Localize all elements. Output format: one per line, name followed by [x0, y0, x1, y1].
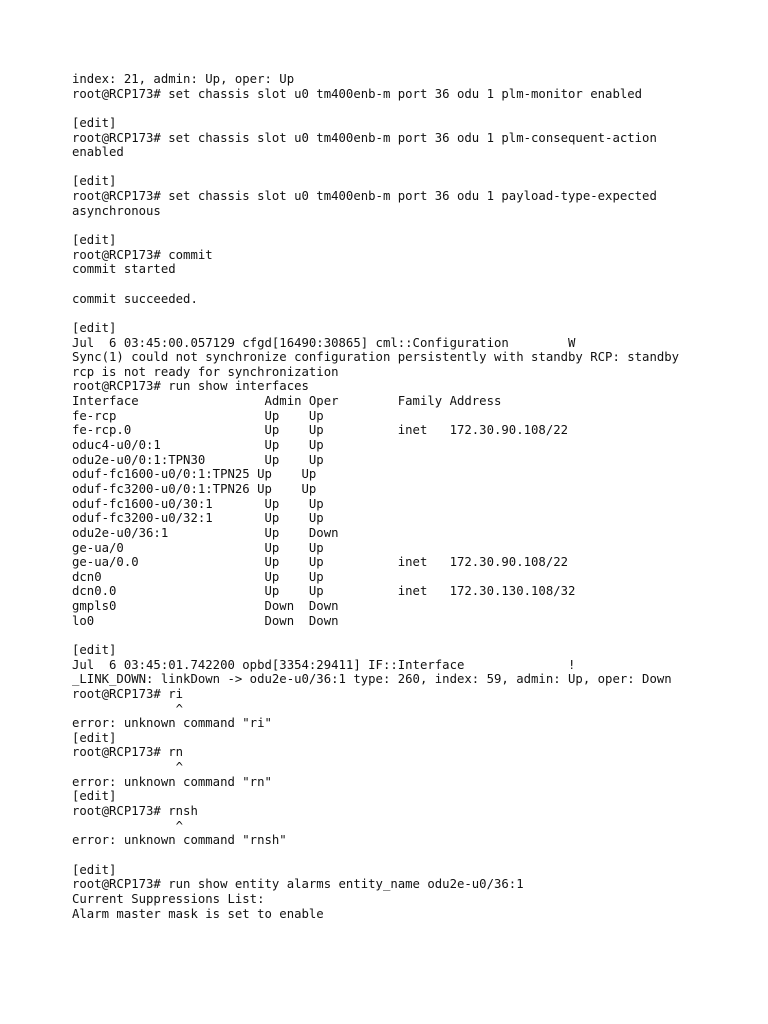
terminal-line: root@RCP173# set chassis slot u0 tm400enb-m port 36 odu 1 plm-consequent-action — [72, 130, 657, 145]
terminal-line: [edit] — [72, 233, 117, 248]
terminal-line: root@RCP173# run show interfaces — [72, 379, 309, 394]
terminal-line: ^ — [72, 818, 184, 833]
terminal-line — [72, 277, 752, 292]
terminal-line: root@RCP173# run show entity alarms entity_name odu2e-u0/36:1 — [72, 877, 524, 892]
terminal-line: Jul 6 03:45:01.742200 opbd[3354:29411] IF::Interface ! — [72, 657, 576, 672]
terminal-line: ge-ua/0.0 Up Up inet 172.30.90.108/22 — [72, 555, 569, 570]
terminal-line: ge-ua/0 Up Up — [72, 540, 324, 555]
terminal-line: error: unknown command "ri" — [72, 716, 272, 731]
terminal-line: fe-rcp Up Up — [72, 408, 324, 423]
terminal-line: error: unknown command "rn" — [72, 774, 272, 789]
terminal-line — [72, 218, 752, 233]
terminal-line: oduc4-u0/0:1 Up Up — [72, 438, 324, 453]
terminal-line: oduf-fc1600-u0/0:1:TPN25 Up Up — [72, 467, 317, 482]
terminal-line: lo0 Down Down — [72, 613, 339, 628]
terminal-line — [72, 628, 752, 643]
terminal-line: Current Suppressions List: — [72, 891, 265, 906]
terminal-line: rcp is not ready for synchronization — [72, 364, 339, 379]
terminal-line: [edit] — [72, 642, 117, 657]
terminal-line: index: 21, admin: Up, oper: Up — [72, 72, 295, 86]
terminal-line: commit succeeded. — [72, 291, 198, 306]
terminal-line — [72, 848, 752, 863]
terminal-output — [72, 72, 752, 921]
terminal-line: odu2e-u0/0:1:TPN30 Up Up — [72, 452, 324, 467]
terminal-line: [edit] — [72, 115, 117, 130]
terminal-line: dcn0.0 Up Up inet 172.30.130.108/32 — [72, 584, 576, 599]
terminal-line: Alarm master mask is set to enable — [72, 906, 324, 921]
terminal-line: [edit] — [72, 174, 117, 189]
terminal-line: oduf-fc3200-u0/0:1:TPN26 Up Up — [72, 481, 317, 496]
terminal-line: odu2e-u0/36:1 Up Down — [72, 525, 339, 540]
terminal-line — [72, 160, 752, 175]
terminal-line: ^ — [72, 701, 184, 716]
terminal-line: dcn0 Up Up — [72, 569, 324, 584]
terminal-line: asynchronous — [72, 203, 161, 218]
terminal-line: ^ — [72, 760, 184, 775]
terminal-line: [edit] — [72, 789, 117, 804]
terminal-line: Sync(1) could not synchronize configuration persistently with standby RCP: standby — [72, 350, 680, 365]
terminal-line: gmpls0 Down Down — [72, 599, 339, 614]
terminal-line: [edit] — [72, 730, 117, 745]
terminal-line: root@RCP173# ri — [72, 686, 184, 701]
terminal-line: commit started — [72, 262, 176, 277]
terminal-line: root@RCP173# set chassis slot u0 tm400enb-m port 36 odu 1 payload-type-expected — [72, 189, 657, 204]
terminal-line: enabled — [72, 145, 124, 160]
terminal-line: oduf-fc3200-u0/32:1 Up Up — [72, 511, 324, 526]
terminal-line: root@RCP173# set chassis slot u0 tm400enb-m port 36 odu 1 plm-monitor enabled — [72, 86, 643, 101]
terminal-line: root@RCP173# rnsh — [72, 804, 198, 819]
terminal-line: fe-rcp.0 Up Up inet 172.30.90.108/22 — [72, 423, 569, 438]
terminal-line: [edit] — [72, 862, 117, 877]
terminal-line: oduf-fc1600-u0/30:1 Up Up — [72, 496, 324, 511]
terminal-line: Interface Admin Oper Family Address — [72, 394, 502, 409]
terminal-line: [edit] — [72, 320, 117, 335]
terminal-line: error: unknown command "rnsh" — [72, 833, 287, 848]
terminal-line: root@RCP173# commit — [72, 247, 213, 262]
terminal-line: Jul 6 03:45:00.057129 cfgd[16490:30865] cml::Configuration W — [72, 335, 576, 350]
terminal-line: root@RCP173# rn — [72, 745, 184, 760]
terminal-line: _LINK_DOWN: linkDown -> odu2e-u0/36:1 type: 260, index: 59, admin: Up, oper: Down — [72, 672, 672, 687]
terminal-line — [72, 101, 752, 116]
terminal-line — [72, 306, 752, 321]
